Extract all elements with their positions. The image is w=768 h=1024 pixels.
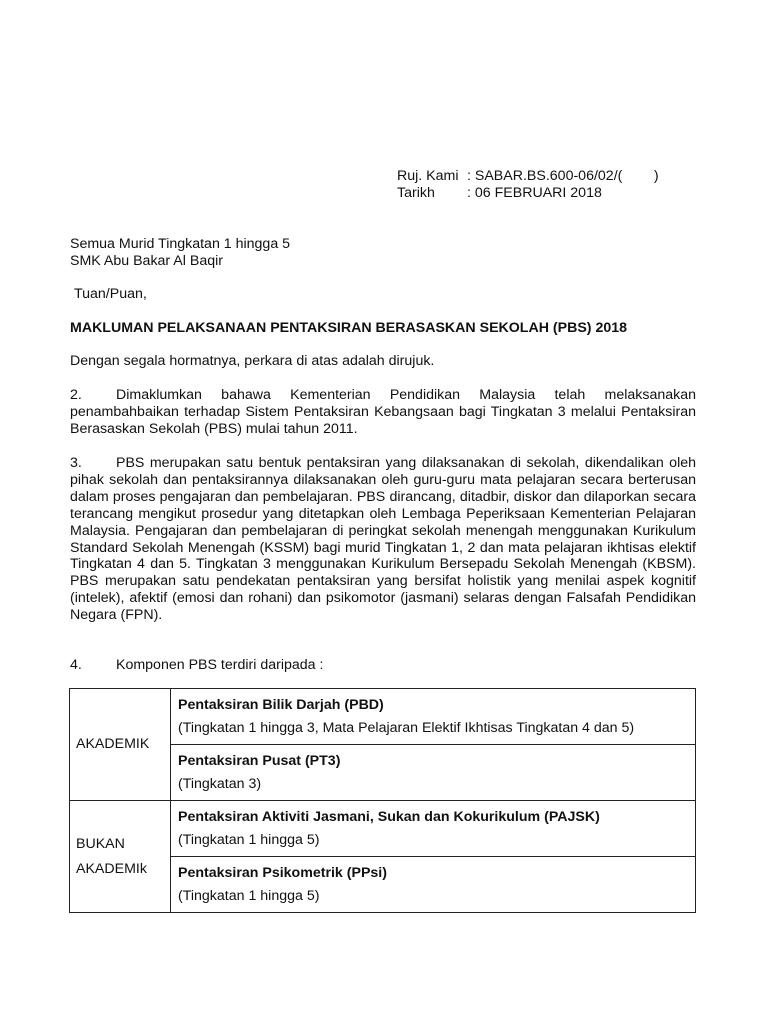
- category-label: AKADEMIK: [76, 736, 150, 752]
- category-label-line-2: AKADEMIk: [76, 860, 147, 877]
- component-cell: [171, 689, 696, 745]
- component-title: Pentaksiran Pusat (PT3): [178, 752, 341, 769]
- paragraph-number: 4.: [70, 657, 82, 673]
- recipient-address: [70, 236, 290, 270]
- salutation: Tuan/Puan,: [74, 286, 147, 302]
- component-desc: (Tingkatan 3): [178, 775, 262, 792]
- tarikh-label: Tarikh: [397, 185, 435, 201]
- letter-heading: MAKLUMAN PELAKSANAAN PENTAKSIRAN BERASASKAN SEKOLAH (PBS) 2018: [70, 320, 628, 336]
- reference-block: [397, 168, 659, 202]
- component-title: Pentaksiran Psikometrik (PPsi): [178, 864, 387, 881]
- component-desc: (Tingkatan 1 hingga 5): [178, 831, 320, 848]
- date-row: [397, 185, 659, 202]
- paragraph-number: 2.: [70, 387, 82, 403]
- address-line-1: Semua Murid Tingkatan 1 hingga 5: [70, 236, 291, 252]
- paragraph-3: [70, 455, 696, 624]
- tarikh-value: : 06 FEBRUARI 2018: [467, 185, 602, 201]
- component-desc: (Tingkatan 1 hingga 5): [178, 887, 320, 904]
- category-cell-non-academic: [70, 801, 171, 913]
- paragraph-4: [70, 657, 323, 674]
- pbs-components-table: [69, 688, 696, 913]
- component-cell: [171, 857, 696, 913]
- paragraph-text: Komponen PBS terdiri daripada :: [116, 657, 324, 673]
- ruj-value: : SABAR.BS.600-06/02/( ): [467, 168, 659, 184]
- component-title: Pentaksiran Bilik Darjah (PBD): [178, 696, 384, 713]
- table-row: [70, 689, 696, 745]
- category-cell-academic: [70, 689, 171, 801]
- paragraph-text: Dimaklumkan bahawa Kementerian Pendidikan Malaysia telah melaksanakan penambahbaikan terhadap Sistem Pentaksiran Kebangsaan bagi Tingkatan 3 melalui Pentaksiran Berasaskan Sekolah (PBS) mulai tahun 2011.: [70, 387, 696, 437]
- component-title: Pentaksiran Aktiviti Jasmani, Sukan dan Kokurikulum (PAJSK): [178, 808, 600, 825]
- paragraph-number: 3.: [70, 455, 82, 471]
- opening-sentence: Dengan segala hormatnya, perkara di atas adalah dirujuk.: [70, 353, 435, 369]
- paragraph-2: [70, 387, 696, 438]
- table-row: [70, 801, 696, 857]
- ruj-label: Ruj. Kami: [397, 168, 459, 184]
- reference-row: [397, 168, 659, 185]
- component-desc: (Tingkatan 1 hingga 3, Mata Pelajaran Elektif Ikhtisas Tingkatan 4 dan 5): [178, 719, 635, 736]
- paragraph-text: PBS merupakan satu bentuk pentaksiran yang dilaksanakan di sekolah, dikendalikan oleh pihak sekolah dan pentaksirannya dilaksanakan oleh guru-guru mata pelajaran secara berterusan dalam proses pengajaran dan pembelajaran. PBS dirancang, ditadbir, diskor dan dilaporkan secara terancang mengikut prosedur yang ditetapkan oleh Lembaga Peperiksaan Kementerian Pelajaran Malaysia. Pengajaran dan pembelajaran di peringkat sekolah menengah menggunakan Kurikulum Standard Sekolah Menengah (KSSM) bagi murid Tingkatan 1, 2 dan mata pelajaran ikhtisas elektif Tingkatan 4 dan 5. Tingkatan 3 menggunakan Kurikulum Bersepadu Sekolah Menengah (KBSM). PBS merupakan satu pendekatan pentaksiran yang bersifat holistik yang menilai aspek kognitif (intelek), afektif (emosi dan rohani) dan psikomotor (jasmani) selaras dengan Falsafah Pendidikan Negara (FPN).: [70, 455, 696, 624]
- component-cell: [171, 801, 696, 857]
- component-cell: [171, 745, 696, 801]
- address-line-2: SMK Abu Bakar Al Baqir: [70, 253, 223, 269]
- category-label-line-1: BUKAN: [76, 835, 125, 852]
